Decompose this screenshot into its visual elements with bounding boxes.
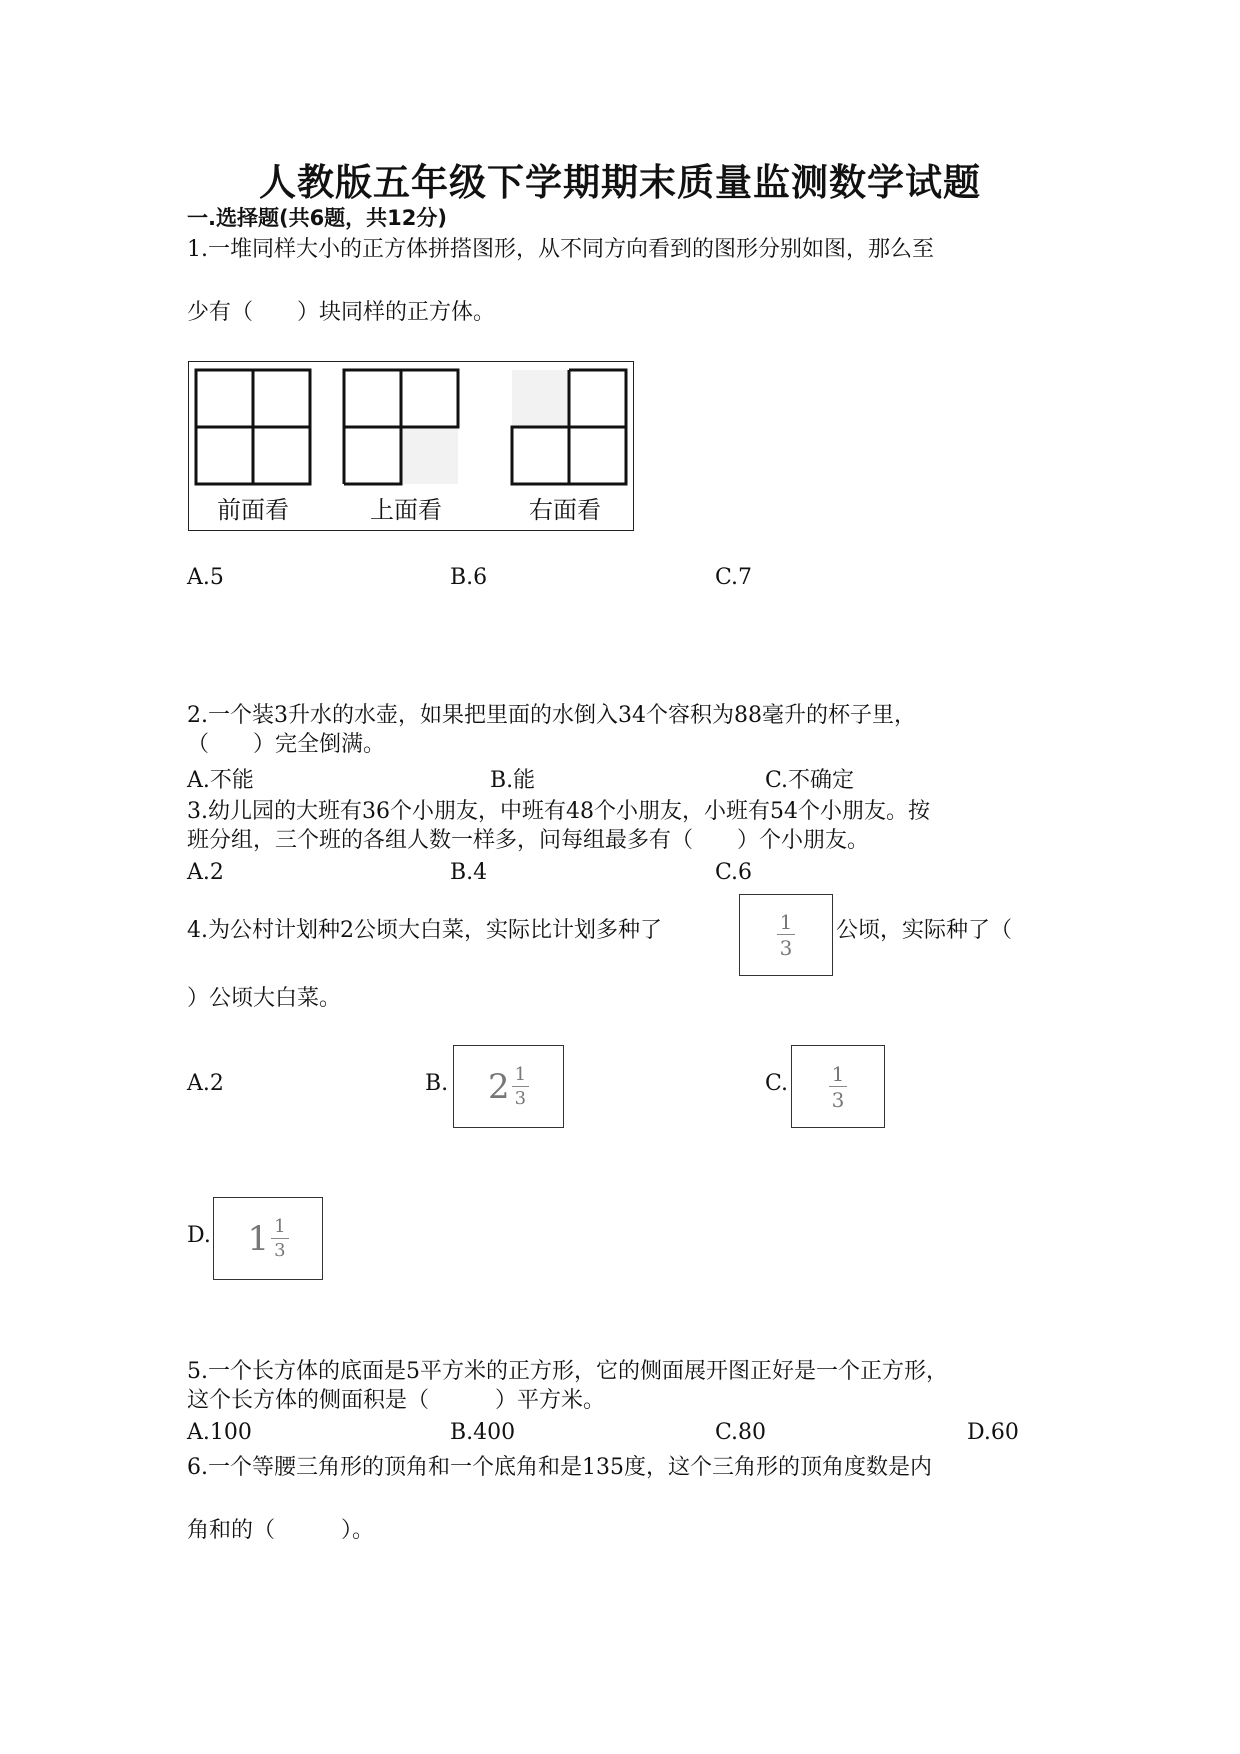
- mixed-whole: 2: [487, 1066, 510, 1107]
- q3-option-b[interactable]: B.4: [450, 860, 488, 885]
- q4-option-b-box[interactable]: [453, 1045, 564, 1128]
- fraction-denominator: 3: [274, 1239, 286, 1261]
- fraction-numerator: 1: [829, 1064, 848, 1087]
- q4-option-d-label[interactable]: D.: [187, 1223, 211, 1248]
- q1-line2: 少有（ ）块同样的正方体。: [187, 300, 496, 325]
- q4-option-c-label[interactable]: C.: [765, 1071, 789, 1096]
- mixed-whole: 1: [247, 1218, 270, 1259]
- q1-views-figure: [188, 361, 634, 531]
- q5-option-d[interactable]: D.60: [967, 1420, 1019, 1445]
- q3-line1: 3.幼儿园的大班有36个小朋友，中班有48个小朋友，小班有54个小朋友。按: [187, 799, 930, 824]
- q5-option-a[interactable]: A.100: [187, 1420, 252, 1445]
- right-view-empty-cell: [512, 370, 569, 427]
- q4-option-a[interactable]: A.2: [187, 1071, 224, 1096]
- exam-title: 人教版五年级下学期期末质量监测数学试题: [259, 161, 981, 204]
- q4-option-d-mixed-number: [247, 1215, 288, 1261]
- q6-line1: 6.一个等腰三角形的顶角和一个底角和是135度，这个三角形的顶角度数是内: [187, 1455, 932, 1480]
- q4-line1-start: 4.为公村计划种2公顷大白菜，实际比计划多种了: [187, 918, 662, 943]
- fraction-numerator: 1: [271, 1218, 288, 1239]
- q4-option-b-label[interactable]: B.: [425, 1071, 449, 1096]
- fraction-denominator: 3: [831, 1087, 845, 1112]
- top-view-label: 上面看: [370, 496, 442, 524]
- q3-option-c[interactable]: C.6: [715, 860, 753, 885]
- q5-option-c[interactable]: C.80: [715, 1420, 767, 1445]
- q5-line1: 5.一个长方体的底面是5平方米的正方形，它的侧面展开图正好是一个正方形，: [187, 1359, 948, 1384]
- front-view-label: 前面看: [217, 496, 289, 524]
- q4-option-c-box[interactable]: [791, 1045, 885, 1128]
- q2-option-a[interactable]: A.不能: [187, 768, 254, 793]
- q2-option-b[interactable]: B.能: [490, 768, 536, 793]
- q3-line2: 班分组，三个班的各组人数一样多，问每组最多有（ ）个小朋友。: [187, 828, 870, 853]
- q4-line2: ）公顷大白菜。: [187, 986, 342, 1011]
- top-view-empty-cell: [401, 427, 458, 484]
- fraction-numerator: 1: [777, 912, 796, 935]
- q4-inline-fraction: [777, 912, 796, 958]
- q1-line1: 1.一堆同样大小的正方体拼搭图形，从不同方向看到的图形分别如图，那么至: [187, 237, 934, 262]
- q5-option-b[interactable]: B.400: [450, 1420, 516, 1445]
- q1-option-b[interactable]: B.6: [450, 565, 488, 590]
- q4-option-d-box[interactable]: [213, 1197, 323, 1280]
- right-view-label: 右面看: [529, 496, 601, 524]
- q1-option-a[interactable]: A.5: [187, 565, 224, 590]
- section-heading: 一.选择题(共6题，共12分): [187, 206, 448, 230]
- q2-option-c[interactable]: C.不确定: [765, 768, 855, 793]
- q4-option-b-mixed-number: [487, 1063, 529, 1109]
- q4-inline-fraction-box: [739, 894, 833, 976]
- q3-option-a[interactable]: A.2: [187, 860, 224, 885]
- q4-line1-end: 公顷，实际种了（: [836, 918, 1013, 943]
- fraction-numerator: 1: [512, 1066, 529, 1087]
- q5-line2: 这个长方体的侧面积是（ ）平方米。: [187, 1388, 606, 1413]
- q4-option-c-fraction: [829, 1061, 848, 1112]
- q2-line1: 2.一个装3升水的水壶，如果把里面的水倒入34个容积为88毫升的杯子里，: [187, 703, 916, 728]
- fraction-denominator: 3: [779, 936, 793, 960]
- q6-line2: 角和的（ ）。: [187, 1518, 375, 1543]
- q2-line2: （ ）完全倒满。: [187, 732, 386, 757]
- q1-option-c[interactable]: C.7: [715, 565, 753, 590]
- front-view-grid: [196, 370, 310, 484]
- fraction-denominator: 3: [514, 1087, 527, 1109]
